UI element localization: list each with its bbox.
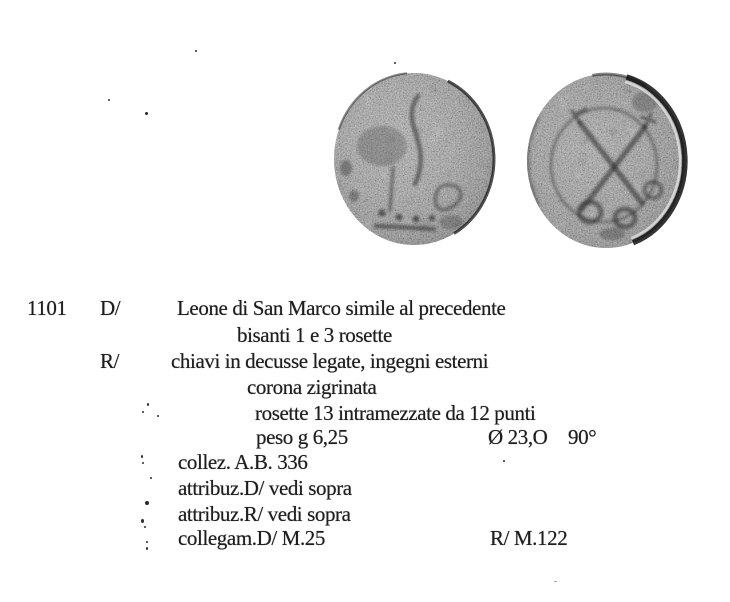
diameter-value: Ø 23,O (488, 425, 548, 449)
scan-speckle (147, 403, 149, 406)
reverse-coin-photo (524, 71, 694, 251)
link-reverse: R/ M.122 (490, 526, 568, 550)
weight-value: peso g 6,25 (256, 425, 348, 449)
scan-speckle (157, 415, 159, 417)
catalog-number: 1101 (27, 296, 67, 320)
link-obverse: collegam.D/ M.25 (178, 526, 325, 550)
reverse-label: R/ (100, 349, 120, 373)
scan-speckle (145, 501, 149, 505)
scan-speckle (146, 541, 148, 543)
obverse-coin-photo (330, 70, 498, 248)
die-axis-value: 90° (568, 425, 597, 449)
reverse-detail-1: corona zigrinata (247, 375, 377, 399)
scan-speckle (108, 99, 110, 101)
scan-speckle (141, 455, 143, 458)
scan-speckle (144, 526, 146, 528)
obverse-label: D/ (100, 296, 121, 320)
scan-speckle (503, 460, 505, 462)
reverse-description: chiavi in decusse legate, ingegni esterni (171, 349, 489, 373)
reverse-detail-2: rosette 13 intramezzate da 12 punti (255, 401, 536, 425)
scan-speckle (554, 581, 557, 582)
scan-speckle (141, 519, 144, 523)
collection-reference: collez. A.B. 336 (178, 450, 308, 474)
obverse-description: Leone di San Marco simile al precedente (177, 296, 506, 320)
scan-speckle (150, 477, 152, 479)
scan-speckle (142, 411, 144, 413)
scan-speckle (394, 62, 396, 64)
scan-speckle (145, 112, 148, 115)
scan-speckle (195, 50, 197, 52)
scan-speckle (142, 462, 144, 464)
attribution-reverse: attribuz.R/ vedi sopra (178, 502, 351, 526)
scan-speckle (146, 547, 148, 550)
attribution-obverse: attribuz.D/ vedi sopra (178, 476, 352, 500)
obverse-detail: bisanti 1 e 3 rosette (237, 323, 392, 347)
